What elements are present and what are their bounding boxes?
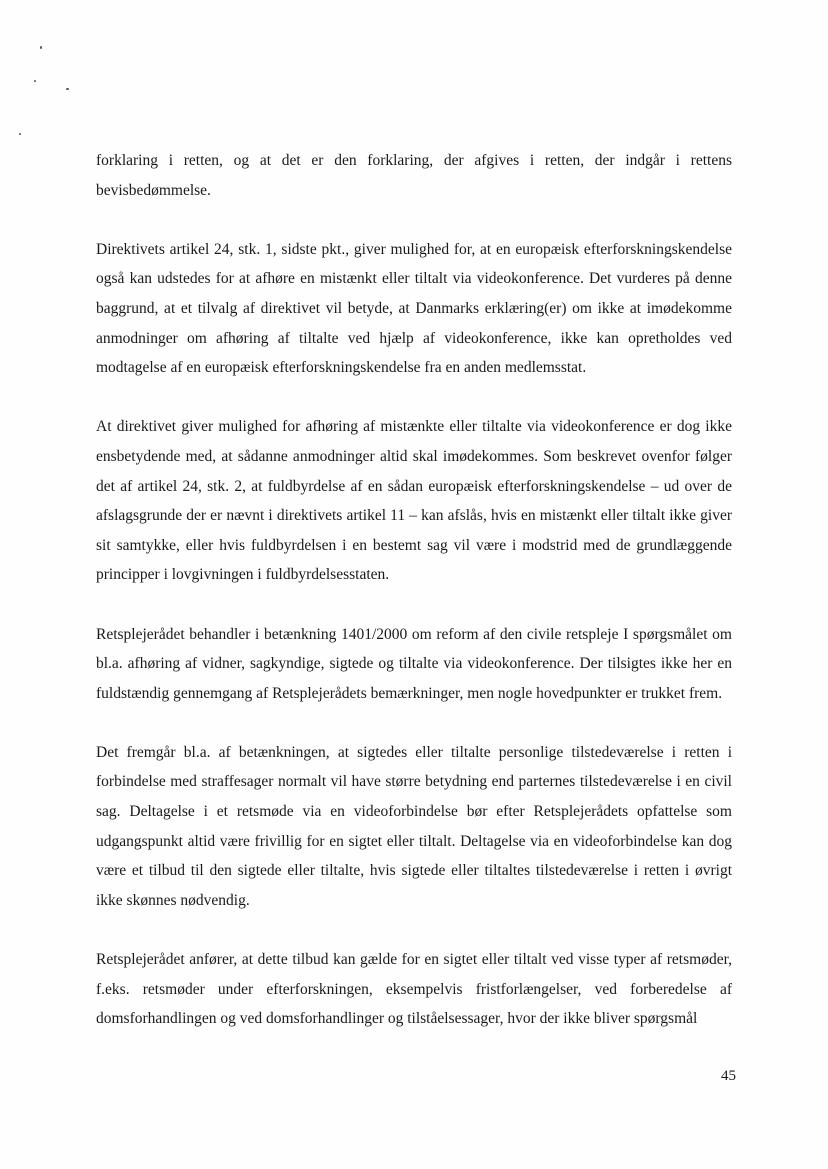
paragraph-2: Direktivets artikel 24, stk. 1, sidste pkt., giver mulighed for, at en europæisk efterforskningskendelse også kan udstedes for at afhøre en mistænkt eller tiltalt via videokonference. Det vurderes på denne baggrund, at et tilvalg af direktivet vil betyde, at Danmarks erklæring(er) om ikke at imødekomme anmodninger om afhøring af tiltalte ved hjælp af videokonference, ikke kan opretholdes ved modtagelse af en europæisk efterforskningskendelse fra en anden medlemsstat. xyxy=(96,240,732,377)
paragraph-6: Retsplejerådet anfører, at dette tilbud kan gælde for en sigtet eller tiltalt ved visse typer af retsmøder, f.eks. retsmøder under efterforskningen, eksempelvis fristforlængelser, ved forberedelse af domsforhandlingen og ved domsforhandlinger og tilståelsessager, hvor der ikke bliver spørgsmål xyxy=(96,951,732,1028)
paragraph-4: Retsplejerådet behandler i betænkning 1401/2000 om reform af den civile retspleje I spørgsmålet om bl.a. afhøring af vidner, sagkyndige, sigtede og tiltalte via videokonference. Der tilsigtes ikke her en fuldstændig gennemgang af Retsplejerådets bemærkninger, men nogle hovedpunkter er trukket frem. xyxy=(96,625,732,702)
scan-speck xyxy=(34,80,36,82)
paragraph-5: Det fremgår bl.a. af betænkningen, at sigtedes eller tiltalte personlige tilstedeværelse i retten i forbindelse med straffesager normalt vil have større betydning end parternes tilstedeværelse i en civil sag. Deltagelse i et retsmøde via en videoforbindelse bør efter Retsplejerådets opfattelse som udgangspunkt altid være frivillig for en sigtet eller tiltalt. Deltagelse via en videoforbindelse kan dog være et tilbud til den sigtede eller tiltalte, hvis sigtede eller tiltaltes tilstedeværelse i retten i øvrigt ikke skønnes nødvendig. xyxy=(96,743,732,909)
paragraph-1: forklaring i retten, og at det er den forklaring, der afgives i retten, der indgår i rettens bevisbedømmelse. xyxy=(96,152,732,199)
scan-speck xyxy=(40,46,42,49)
body-text xyxy=(96,146,732,1063)
scan-speck xyxy=(19,133,21,135)
paragraph-3: At direktivet giver mulighed for afhøring af mistænkte eller tiltalte via videokonference er dog ikke ensbetydende med, at sådanne anmodninger altid skal imødekommes. Som beskrevet ovenfor følger det af artikel 24, stk. 2, at fuldbyrdelse af en sådan europæisk efterforskningskendelse – ud over de afslagsgrunde der er nævnt i direktivets artikel 11 – kan afslås, hvis en mistænkt eller tiltalt ikke giver sit samtykke, eller hvis fuldbyrdelsen i en bestemt sag vil være i modstrid med de grundlæggende principper i lovgivningen i fuldbyrdelsesstaten. xyxy=(96,418,732,584)
scan-speck xyxy=(66,88,69,90)
page-number: 45 xyxy=(721,1068,736,1084)
